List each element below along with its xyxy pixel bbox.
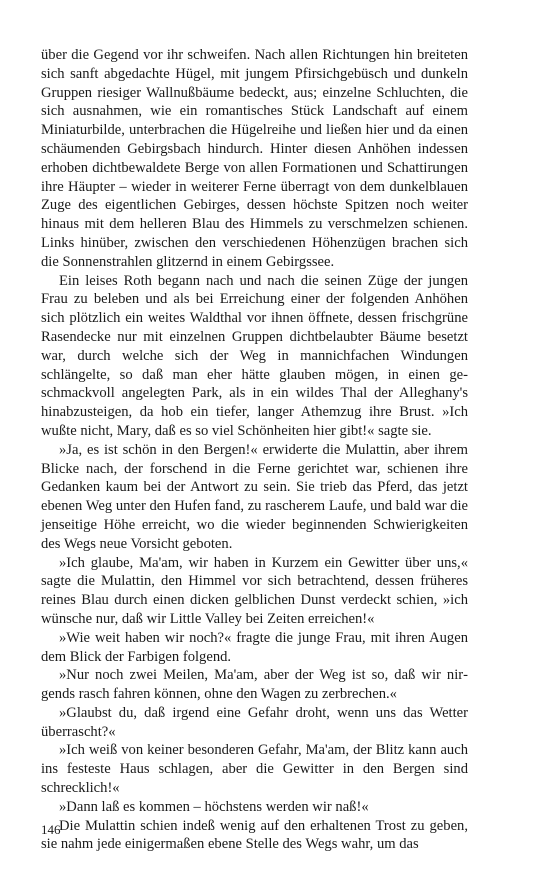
paragraph-10: Die Mulattin schien indeß wenig auf den erhaltenen Trost zu geben, sie nahm jede einigermaßen ebene Stelle des Wegs wahr, um das <box>41 817 468 853</box>
body-text <box>41 46 468 854</box>
paragraph-1: über die Gegend vor ihr schweifen. Nach allen Richtungen hin breiteten sich sanft abgedachte Hügel, mit jungem Pfirsichgebüsch und dunkeln Gruppen riesiger Wallnußbäume bedeckt, aus; einzelne Schluchten, die sich ausnahmen, wie ein romantisches Stück Landschaft auf einem Miniaturbilde, unterbrachen die Hügelreihe und ließen hier und da einen schäumenden Gebirgsbach hindurch. Hinter diesen Anhöhen indessen erhoben dichtbewaldete Berge von allen Formationen und Schattirungen ihre Häupter – wieder in weiterer Ferne überragt von dem dunkelblauen Zuge des eigentlichen Gebirges, dessen höchste Spitzen noch weiter hinaus mit dem helleren Blau des Himmels zu verschmelzen schienen. Links hinüber, zwischen den verschiedenen Höhenzügen brachen sich die Sonnenstrahlen glitzernd in einem Gebirgssee. <box>41 47 468 270</box>
paragraph-6: »Nur noch zwei Meilen, Ma'am, aber der Weg ist so, daß wir nirgends rasch fahren können, ohne den Wagen zu zerbrechen.« <box>41 667 468 703</box>
paragraph-5: »Wie weit haben wir noch?« fragte die junge Frau, mit ihren Augen dem Blick der Farbigen folgend. <box>41 629 468 665</box>
paragraph-8: »Ich weiß von keiner besonderen Gefahr, Ma'am, der Blitz kann auch ins festeste Haus schlagen, aber die Gewitter in den Bergen sind schrecklich!« <box>41 742 468 797</box>
paragraph-3: »Ja, es ist schön in den Bergen!« erwiderte die Mulattin, aber ihrem Blicke nach, der forschend in die Ferne gerichtet war, schienen ihre Gedanken kaum bei der Antwort zu sein. Sie trieb das Pferd, das jetzt ebenen Weg unter den Hufen fand, zu rascherem Laufe, und bald war die jenseitige Höhe erreicht, wo die wieder beginnenden Schwierigkeiten des Wegs neue Vorsicht geboten. <box>41 441 468 552</box>
paragraph-2: Ein leises Roth begann nach und nach die seinen Züge der jungen Frau zu beleben und als bei Erreichung einer der folgenden Anhöhen sich plötzlich ein weites Waldthal vor ihnen öffnete, dessen frischgrüne Rasendecke nur mit einzelnen Gruppen dichtbelaubter Bäume besetzt war, durch welche sich der Weg in mannichfachen Windungen schlängelte, so daß man eher hätte glauben mögen, in einen geschmackvoll angelegten Park, als in ein wildes Thal der Alleghany's hinabzusteigen, da hob ein tiefer, langer Athemzug ihre Brust. »Ich wußte nicht, Mary, daß es so viel Schönheiten hier gibt!« sagte sie. <box>41 272 468 439</box>
paragraph-9: »Dann laß es kommen – höchstens werden wir naß!« <box>59 798 369 815</box>
paragraph-7: »Glaubst du, daß irgend eine Gefahr droht, wenn uns das Wetter überrascht?« <box>41 704 468 740</box>
page-number: 146 <box>41 822 61 837</box>
paragraph-4: »Ich glaube, Ma'am, wir haben in Kurzem ein Gewitter über uns,« sagte die Mulattin, den Himmel vor sich betrachtend, dessen früheres reines Blau durch einen dicken gelblichen Dunst verdeckt schien, »ich wünsche nur, daß wir Little Valley bei Zeiten erreichen!« <box>41 554 468 627</box>
